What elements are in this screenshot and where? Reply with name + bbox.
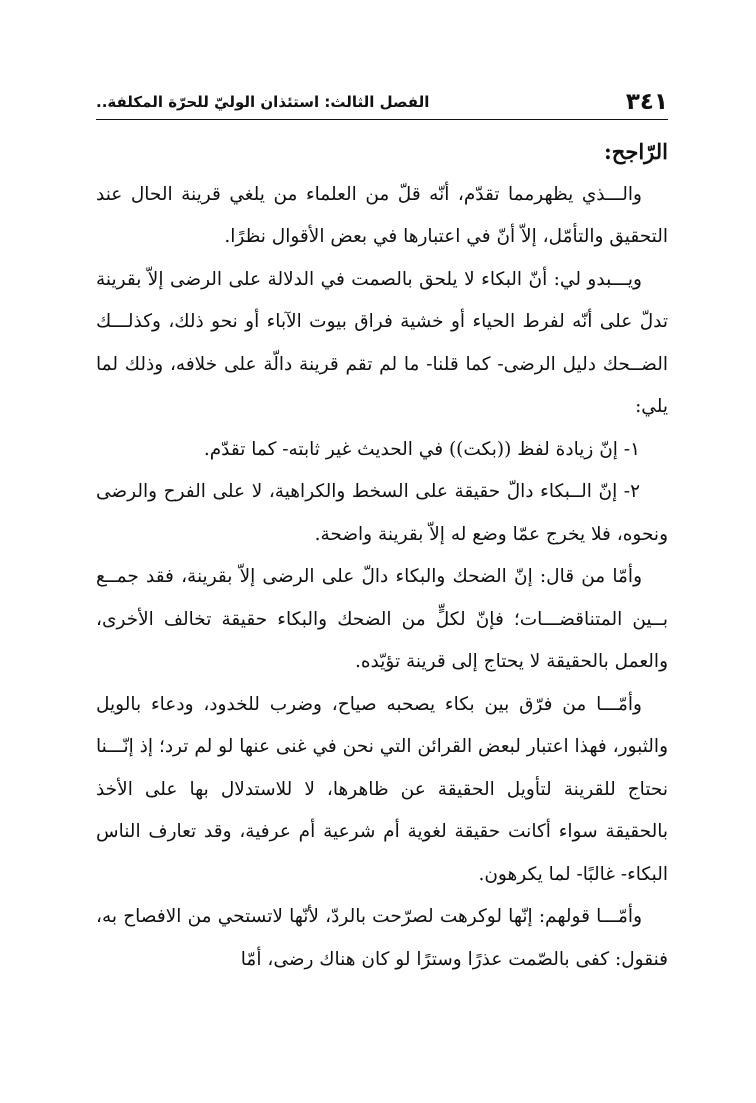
chapter-title: الفصل الثالث: استئذان الوليّ للحرّة المكلفة.. (96, 93, 430, 111)
paragraph: وأمّـــا قولهم: إنّها لوكرهت لصرّحت بالردّ، لأنّها لاتستحي من الافصاح به، فنقول: كفى بالصّمت عذرًا وسترًا لو كان هناك رضى، أمّا (96, 906, 668, 970)
paragraph: وأمّـــا من فرّق بين بكاء يصحبه صياح، وضرب للخدود، ودعاء بالويل والثبور، فهذا اعتبار لبعض القرائن التي نحن في غنى عنها لو لم ترد؛ إذ إنّـــنا نحتاج للقرينة لتأويل الحقيقة عن ظاهرها، لا للاستدلال بها على الأخذ بالحقيقة سواء أكانت حقيقة لغوية أم شرعية أم عرفية، وقد تعارف الناس البكاء- غالبًا- لما يكرهون. (96, 693, 668, 885)
paragraph: وأمّا من قال: إنّ الضحك والبكاء دالّ على الرضى إلاّ بقرينة، فقد جمــع بــين المتناقضـــات؛ فإنّ لكلٍّ من الضحك والبكاء حقيقة تخالف الأخرى، والعمل بالحقيقة لا يحتاج إلى قرينة تؤيّده. (96, 566, 668, 672)
header-divider (96, 119, 668, 120)
running-header (96, 86, 668, 116)
list-item: ٢- إنّ الــبكاء دالّ حقيقة على السخط والكراهية، لا على الفرح والرضى ونحوه، فلا يخرج عمّا وضع له إلاّ بقرينة واضحة. (96, 481, 668, 545)
paragraph: ويـــبدو لي: أنّ البكاء لا يلحق بالصمت في الدلالة على الرضى إلاّ بقرينة تدلّ على أنّه لفرط الحياء أو خشية فراق بيوت الآباء أو نحو ذلك، وكذلـــك الضــحك دليل الرضى- كما قلنا- ما لم تقم قرينة دالّة على خلافه، وذلك لما يلي: (96, 268, 668, 417)
page-number: ٣٤١ (625, 89, 668, 115)
body-text (96, 131, 668, 981)
paragraph: والـــذي يظهرمما تقدّم، أنّه قلّ من العلماء من يلغي قرينة الحال عند التحقيق والتأمّل، إلاّ أنّ في اعتبارها في بعض الأقوال نظرًا. (96, 183, 668, 247)
section-heading: الرّاجح: (604, 139, 668, 164)
list-item: ١- إنّ زيادة لفظ ((بكت)) في الحديث غير ثابته- كما تقدّم. (203, 438, 640, 460)
